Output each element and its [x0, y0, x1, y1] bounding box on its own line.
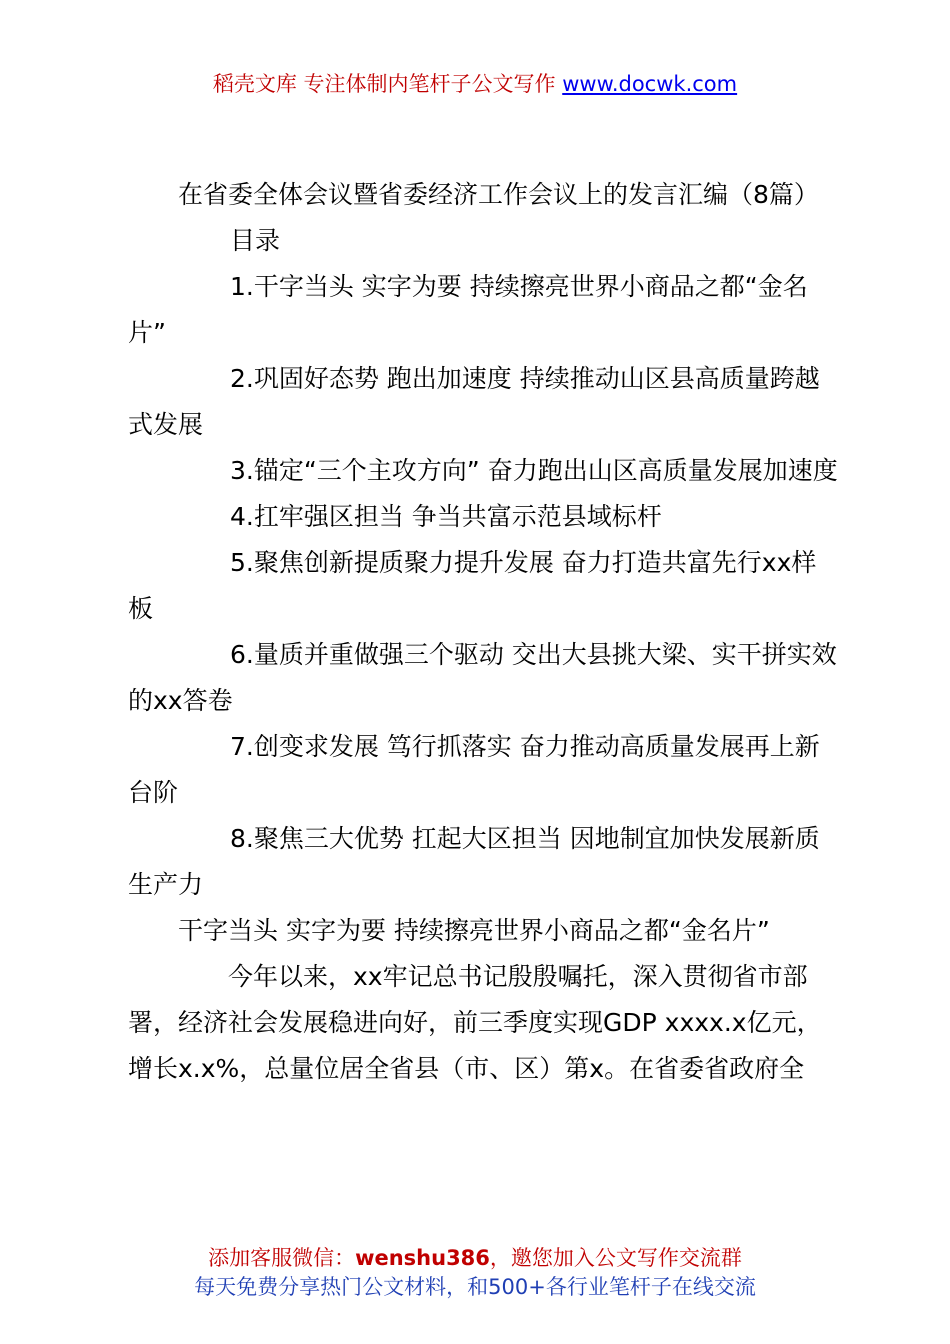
footer-share-line: 每天免费分享热门公文材料，和500+各行业笔杆子在线交流 — [194, 1275, 756, 1299]
footer-wechat-line — [0, 1242, 950, 1272]
header-website-link[interactable]: www.docwk.com — [562, 72, 738, 96]
page-header — [0, 68, 950, 98]
body-paragraph: 今年以来，xx牢记总书记殷殷嘱托，深入贯彻省市部署，经济社会发展稳进向好，前三季度实现GDP xxxx.x亿元，增长x.x%，总量位居全省县（市、区）第x。在省委省政府全 — [128, 962, 822, 1083]
toc-item: 3.锚定“三个主攻方向” 奋力跑出山区高质量发展加速度 — [230, 456, 838, 485]
footer-wechat-suffix: ，邀您加入公文写作交流群 — [489, 1246, 742, 1270]
section-title: 干字当头 实字为要 持续擦亮世界小商品之都“金名片” — [178, 916, 770, 945]
header-slogan: 稻壳文库 专注体制内笔杆子公文写作 — [212, 72, 563, 96]
toc-item: 6.量质并重做强三个驱动 交出大县挑大梁、实干拼实效的xx答卷 — [128, 640, 837, 715]
toc-label: 目录 — [230, 226, 281, 255]
toc-item: 5.聚焦创新提质聚力提升发展 奋力打造共富先行xx样板 — [128, 548, 817, 623]
toc-item: 1.干字当头 实字为要 持续擦亮世界小商品之都“金名片” — [128, 272, 808, 347]
toc-item: 2.巩固好态势 跑出加速度 持续推动山区县高质量跨越式发展 — [128, 364, 820, 439]
toc-item: 7.创变求发展 笃行抓落实 奋力推动高质量发展再上新台阶 — [128, 732, 820, 807]
document-body — [128, 172, 838, 1092]
footer-wechat-id: wenshu386 — [355, 1246, 490, 1270]
toc-item: 4.扛牢强区担当 争当共富示范县域标杆 — [230, 502, 662, 531]
document-title: 在省委全体会议暨省委经济工作会议上的发言汇编（8篇） — [178, 180, 819, 209]
footer-wechat-prefix: 添加客服微信： — [208, 1246, 356, 1270]
toc-item: 8.聚焦三大优势 扛起大区担当 因地制宜加快发展新质生产力 — [128, 824, 820, 899]
